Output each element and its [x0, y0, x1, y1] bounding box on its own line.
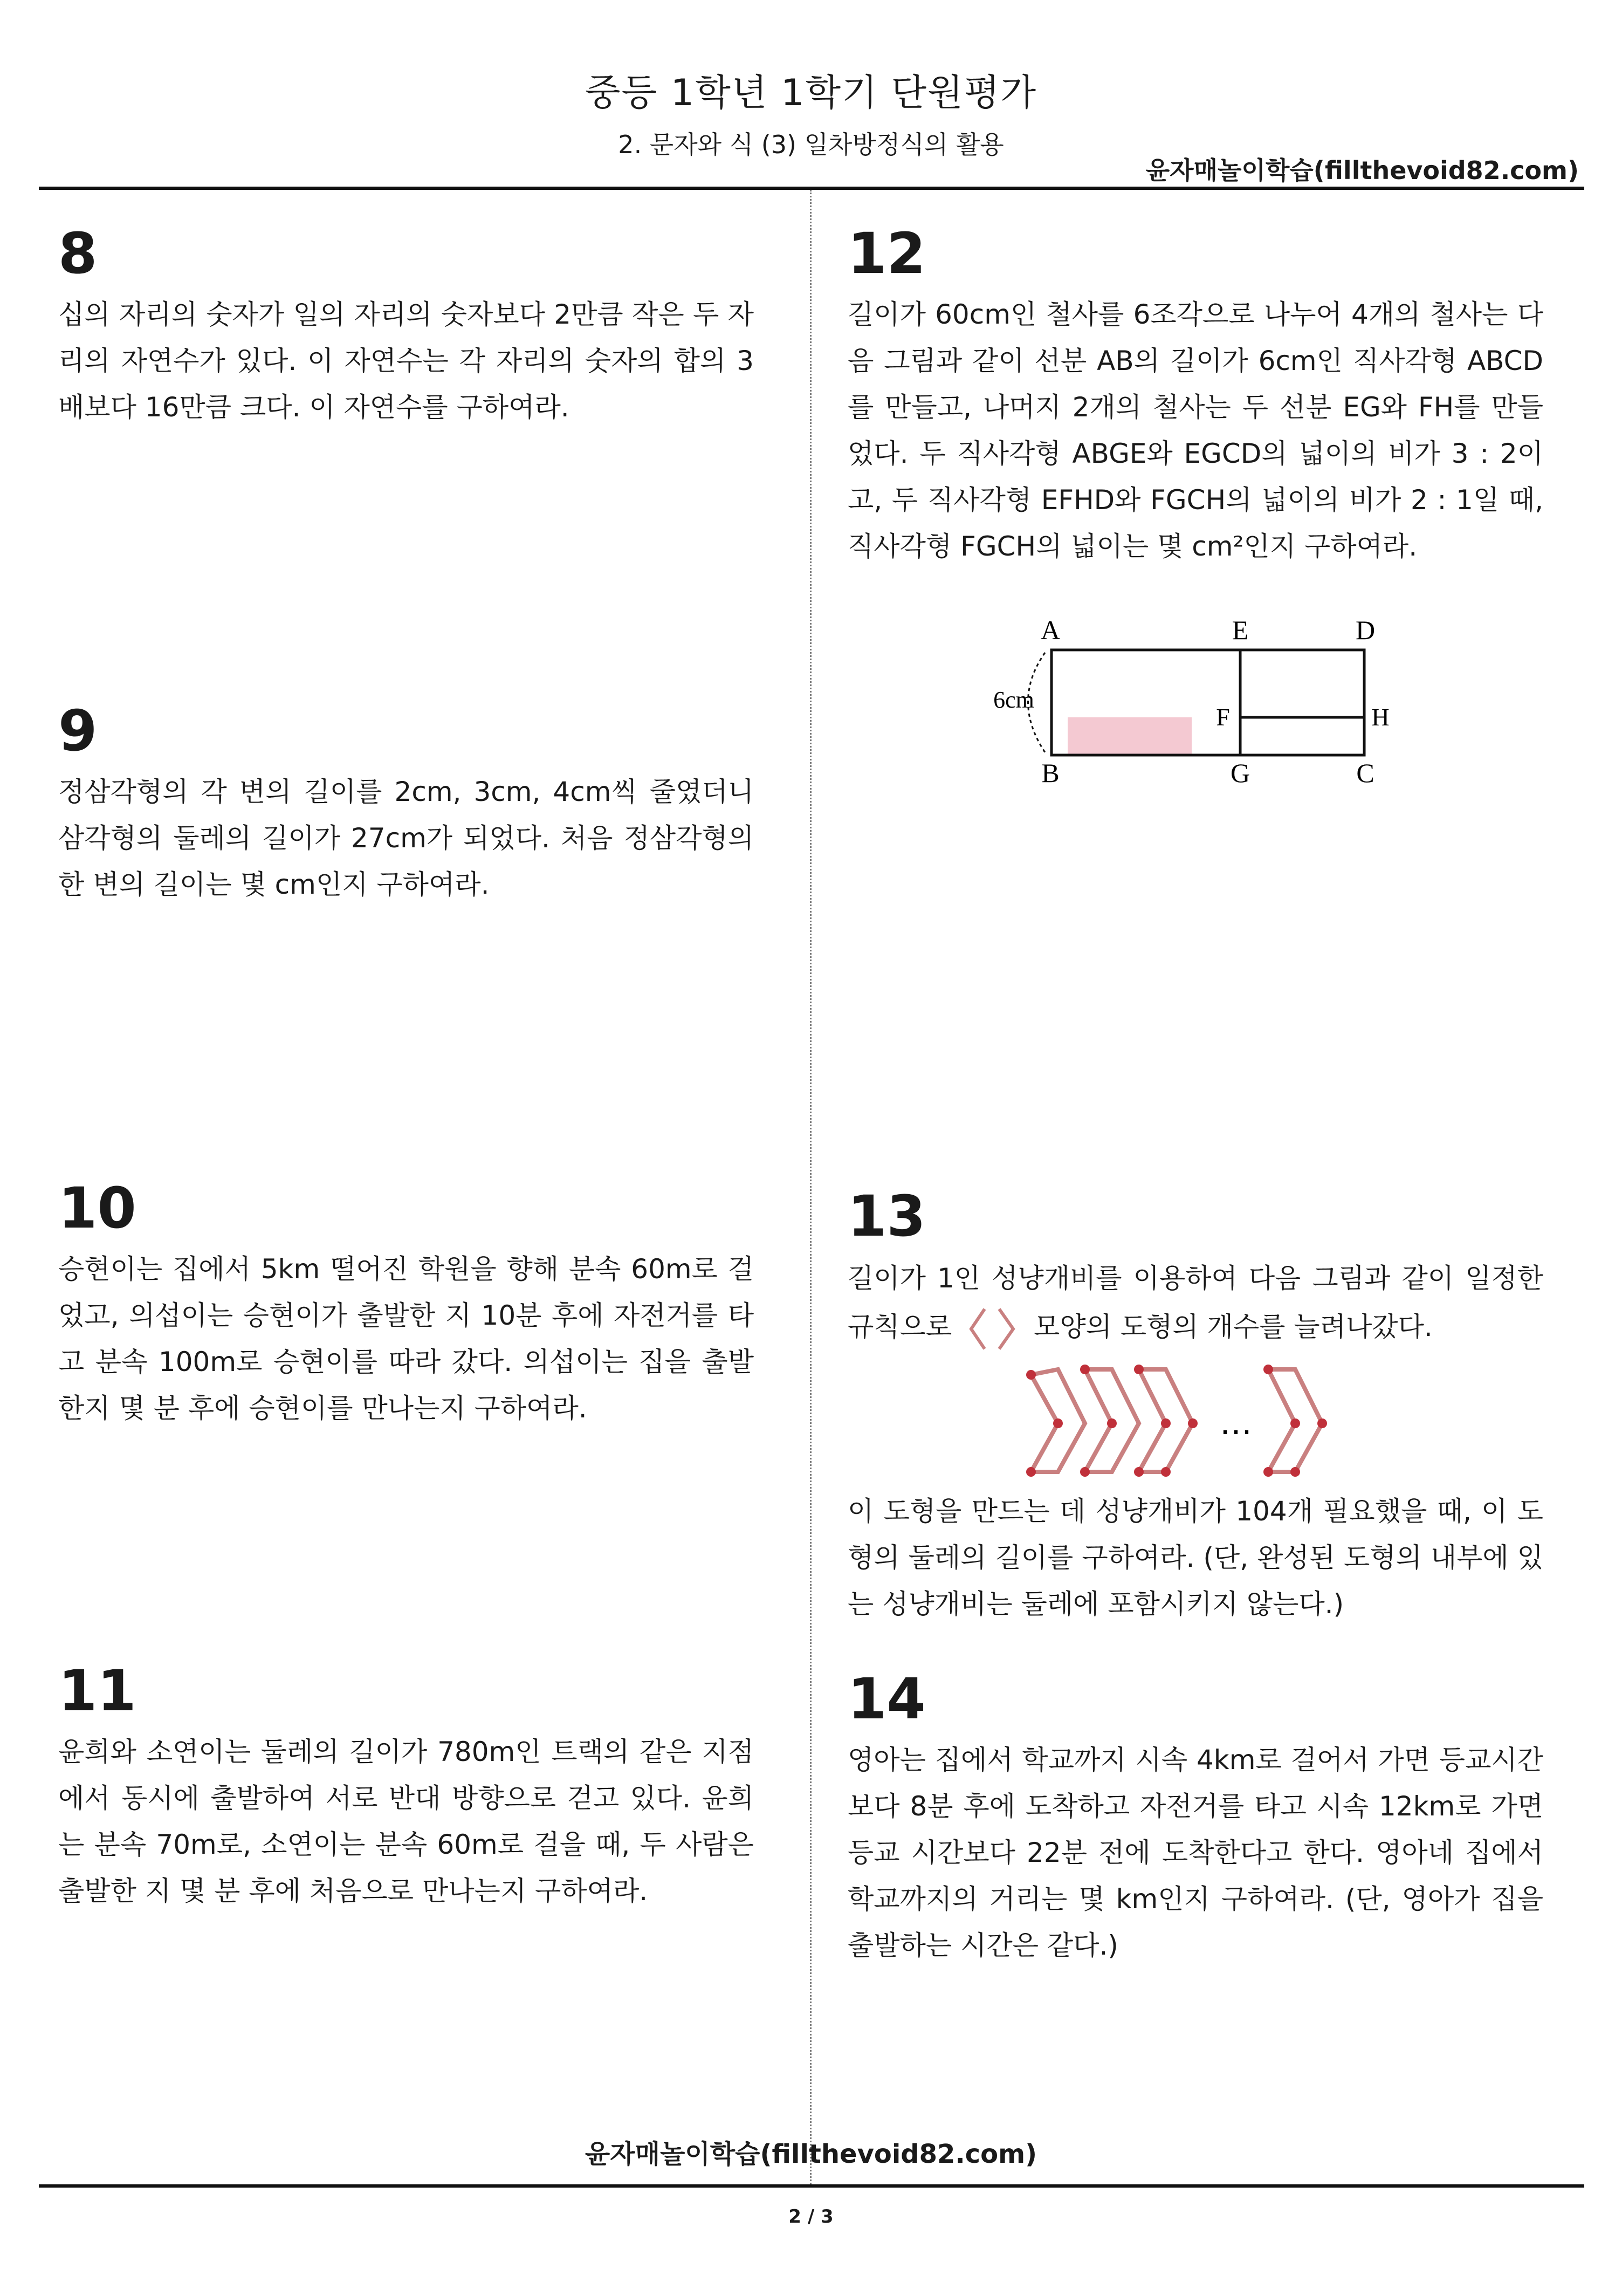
question-text: 승현이는 집에서 5km 떨어진 학원을 향해 분속 60m로 걸었고, 의섭이는 승현이가 출발한 지 10분 후에 자전거를 타고 분속 100m로 승현이를 따라 갔다. 의섭이는 집을 출발한지 몇 분 후에 승현이를 만나는지 구하여라.	[58, 1253, 754, 1424]
page-subtitle: 2. 문자와 식 (3) 일차방정식의 활용	[618, 130, 1004, 159]
question-14	[848, 1667, 1543, 1969]
header-rule	[39, 187, 1584, 190]
question-11	[58, 1658, 754, 1914]
label-e: E	[1232, 615, 1249, 645]
question-number: 9	[58, 698, 98, 764]
question-text: 정삼각형의 각 변의 길이를 2cm, 3cm, 4cm씩 줄였더니 삼각형의 둘레의 길이가 27cm가 되었다. 처음 정삼각형의 한 변의 길이는 몇 cm인지 구하여라.	[58, 776, 754, 900]
footer-brand: 윤자매놀이학습(fillthevoid82.com)	[585, 2139, 1037, 2169]
ellipsis: …	[1220, 1404, 1252, 1442]
question-text	[848, 1254, 1543, 1353]
footer-rule	[39, 2184, 1584, 2188]
question-text-tail: 모양의 도형의 개수를 늘려나갔다.	[1034, 1311, 1433, 1342]
question-text-main: 이 도형을 만드는 데 성냥개비가 104개 필요했을 때, 이 도형의 둘레의 길이를 구하여라. (단, 완성된 도형의 내부에 있는 성냥개비는 둘레에 포함시키지 않는다.)	[848, 1495, 1543, 1620]
page-number: 2 / 3	[788, 2206, 834, 2228]
shaded-rect-fgch	[1068, 717, 1192, 755]
header-brand: 윤자매놀이학습(fillthevoid82.com)	[1145, 156, 1579, 185]
question-number: 8	[58, 221, 98, 286]
label-b: B	[1041, 758, 1060, 788]
question-9	[58, 698, 754, 908]
match-shape-icon	[966, 1305, 1020, 1353]
question-13	[848, 1184, 1543, 1627]
page-title: 중등 1학년 1학기 단원평가	[585, 72, 1037, 114]
question-8	[58, 221, 754, 430]
label-h: H	[1371, 703, 1390, 731]
question-number: 12	[848, 221, 926, 286]
side-length-label: 6cm	[993, 687, 1034, 713]
match-heads	[1026, 1365, 1327, 1477]
question-text: 윤희와 소연이는 둘레의 길이가 780m인 트랙의 같은 지점에서 동시에 출발하여 서로 반대 방향으로 걷고 있다. 윤희는 분속 70m로, 소연이는 분속 60m로 걸을 때, 두 사람은 출발한 지 몇 분 후에 처음으로 만나는지 구하여라.	[58, 1736, 754, 1907]
question-12	[848, 221, 1543, 570]
rectangle-figure	[981, 615, 1413, 793]
question-text: 길이가 60cm인 철사를 6조각으로 나누어 4개의 철사는 다음 그림과 같이 선분 AB의 길이가 6cm인 직사각형 ABCD를 만들고, 나머지 2개의 철사는 두 선분 EG와 FH를 만들었다. 두 직사각형 ABGE와 EGCD의 넓이의 비가 3 : 2이고, 두 직사각형 EFHD와 FGCH의 넓이의 비가 2 : 1일 때, 직사각형 FGCH의 넓이는 몇 cm²인지 구하여라.	[848, 299, 1543, 562]
matchstick-pattern	[848, 1364, 1543, 1483]
question-number: 13	[848, 1183, 926, 1249]
label-d: D	[1355, 615, 1376, 645]
question-text-lead: 길이가 1인 성냥개비를 이용하여 다음 그림과 같이 일정한 규칙으로	[848, 1263, 1543, 1342]
question-10	[58, 1176, 754, 1431]
question-number: 11	[58, 1658, 136, 1724]
question-text: 십의 자리의 숫자가 일의 자리의 숫자보다 2만큼 작은 두 자리의 자연수가 있다. 이 자연수는 각 자리의 숫자의 합의 3배보다 16만큼 크다. 이 자연수를 구하여라.	[58, 299, 754, 423]
label-g: G	[1230, 758, 1250, 788]
label-f: F	[1216, 703, 1230, 731]
question-number: 14	[848, 1666, 926, 1732]
label-a: A	[1040, 615, 1061, 645]
question-text: 영아는 집에서 학교까지 시속 4km로 걸어서 가면 등교시간보다 8분 후에 도착하고 자전거를 타고 시속 12km로 가면 등교 시간보다 22분 전에 도착한다고 한다. 영아네 집에서 학교까지의 거리는 몇 km인지 구하여라. (단, 영아가 집을 출발하는 시간은 같다.)	[848, 1744, 1543, 1961]
label-c: C	[1356, 758, 1374, 788]
question-number: 10	[58, 1175, 136, 1241]
column-divider	[810, 190, 812, 2184]
